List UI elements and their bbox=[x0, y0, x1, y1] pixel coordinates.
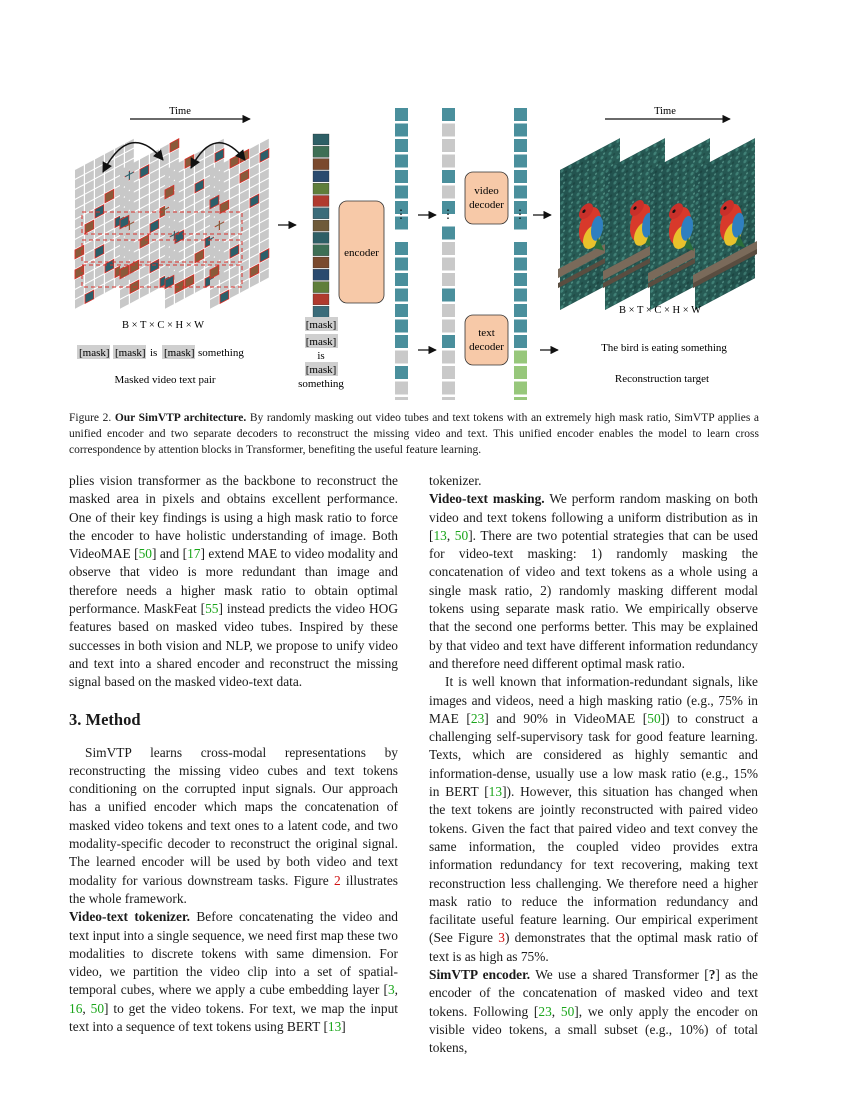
citation-link[interactable]: 13 bbox=[433, 527, 447, 543]
text-decoder-label: decoder bbox=[469, 341, 504, 353]
left-column bbox=[69, 472, 398, 1036]
text-decoder-box bbox=[465, 315, 508, 365]
citation-link[interactable]: 50 bbox=[560, 1003, 575, 1019]
run-in-heading: Video-text tokenizer. bbox=[69, 909, 191, 925]
citation-link[interactable]: 17 bbox=[187, 546, 201, 562]
time-label-right: Time bbox=[654, 106, 676, 117]
citation-link[interactable]: 16 bbox=[69, 1000, 83, 1016]
word-is: is bbox=[150, 347, 158, 359]
figure-ref-link[interactable]: 2 bbox=[333, 872, 341, 888]
paragraph: SimVTP encoder. We use a shared Transformer [?] as the encoder of the concatenation of masked video and text tokens. Following [23, 50], we only apply the encoder on visible video tokens, a small subset (e.g., 10%) of total tokens, bbox=[429, 967, 758, 1056]
caption-title: Our SimVTP architecture. bbox=[114, 412, 247, 424]
mask-token: [mask] bbox=[305, 364, 337, 376]
mask-token: [mask] bbox=[79, 347, 110, 359]
visible-text-tokens bbox=[298, 317, 344, 390]
right-column bbox=[429, 472, 758, 1058]
encoder-label: encoder bbox=[344, 247, 379, 259]
target-sentence: The bird is eating something bbox=[601, 342, 727, 354]
word-is: is bbox=[317, 350, 325, 362]
paragraph: Video-text masking. We perform random masking on both video and text tokens following a uniform distribution as in [13, 50]. There are two potential strategies that can be used for video-text masking: 1) randomly masking the concatenation of video and text tokens as a whole using a single mask ratio, 2) randomly masking different modal tokens using separate mask ratio. We empirically observe that the second one performs better. This may be explained by that video and text have different information redundancy and therefore need different optimal mask ratio. bbox=[429, 491, 759, 671]
run-in-heading: Video-text masking. bbox=[429, 491, 545, 507]
citation-link[interactable]: 50 bbox=[138, 546, 152, 562]
paragraph: tokenizer. bbox=[429, 473, 482, 488]
dims-label-left: B × T × C × H × W bbox=[121, 320, 205, 331]
video-decoder-box bbox=[465, 172, 508, 224]
figure-caption bbox=[69, 410, 759, 458]
mask-token: [mask] bbox=[164, 347, 195, 359]
citation-link[interactable]: 50 bbox=[90, 1000, 105, 1016]
mask-token: [mask] bbox=[305, 319, 337, 331]
citation-link[interactable]: 3 bbox=[387, 982, 395, 998]
video-decoder-label: video bbox=[474, 185, 499, 197]
citation-link[interactable]: 13 bbox=[488, 784, 503, 800]
encoder-output-tokens bbox=[395, 108, 408, 400]
citation-link[interactable]: 50 bbox=[647, 710, 661, 726]
run-in-heading: SimVTP encoder. bbox=[429, 967, 531, 983]
reconstruction-target-label: Reconstruction target bbox=[614, 373, 710, 385]
mask-token: [mask] bbox=[115, 347, 146, 359]
time-label-left: Time bbox=[169, 106, 191, 117]
text-decoder-label: text bbox=[478, 327, 495, 339]
citation-link[interactable]: 23 bbox=[470, 710, 485, 726]
paragraph: It is well known that information-redundant signals, like images and videos, need a high masking ratio (e.g., 75% in MAE [23] and 90% in VideoMAE [50]) to construct a challenging self-supervisory task for good feature learning. Texts, which are considered as highly semantic and information-dense, usually use a low mask ratio (e.g., 15% in BERT [13]). However, this situation has changed when the text tokens are jointly reconstructed with paired video tokens. Given the fact that paired video and text convey the same information, the coupled video provides extra information redundancy for text recovering, making text reconstruction less challenging. We therefore need a higher mask ratio to reduce the information redundancy and facilitate useful feature learning. Our empirical experiment (See Figure 3) demonstrates that the optimal mask ratio of text is as high as 75%. bbox=[429, 674, 759, 964]
architecture-figure bbox=[0, 0, 850, 400]
citation-link[interactable]: 13 bbox=[327, 1019, 342, 1035]
decoder-output-tokens bbox=[514, 108, 527, 400]
caption-text: By randomly masking out video tubes and text tokens with an extremely high mask ratio, SimVTP applies a unified encoder and two separate decoders to reconstruct the missing video and text. This unified encoder enables the model to learn cross correspondence by attention blocks in Transformer, benefiting the useful feature learning. bbox=[69, 412, 760, 456]
mask-token: [mask] bbox=[305, 336, 337, 348]
ellipsis: ⋮ bbox=[442, 207, 454, 221]
paragraph: SimVTP learns cross-modal representations by reconstructing the missing video cubes and text tokens conditioning on the corrupted input signals. Our approach has a unified encoder which maps the concatenation of masked video tokens and text ones to a latent code, and two modality-specific decoder to reconstruct the original signal. The learned encoder will be used by both video and text modality for various downstream tasks. Figure 2 illustrates the whole framework. bbox=[69, 744, 398, 906]
paragraph: Video-text tokenizer. Before concatenating the video and text input into a single sequence, we need first map these two modalities to discrete tokens with same dimension. For video, we partition the video clip into a set of spatial-temporal cubes, where we apply a cube embedding layer [3, 16, 50] to get the video tokens. For text, we map the input text into a sequence of text tokens using BERT [13] bbox=[69, 909, 398, 1035]
masked-sentence bbox=[77, 345, 244, 359]
missing-citation: ? bbox=[708, 967, 716, 983]
citation-link[interactable]: 55 bbox=[205, 601, 219, 617]
word-something: something bbox=[298, 378, 344, 390]
ellipsis: ⋮ bbox=[514, 207, 526, 221]
visible-video-patches bbox=[313, 134, 329, 317]
citation-link[interactable]: 50 bbox=[454, 527, 469, 543]
masked-pair-label: Masked video text pair bbox=[114, 374, 216, 386]
citation-link[interactable]: 23 bbox=[538, 1003, 552, 1019]
dims-label-right: B × T × C × H × W bbox=[618, 305, 702, 316]
masked-video-frames bbox=[75, 139, 269, 309]
ellipsis: ⋮ bbox=[395, 207, 407, 221]
video-decoder-label: decoder bbox=[469, 199, 504, 211]
reconstructed-video-frames bbox=[558, 137, 757, 311]
section-heading: 3. Method bbox=[69, 709, 141, 729]
word-something: something bbox=[198, 347, 244, 359]
decoder-input-tokens bbox=[442, 108, 455, 400]
figure-ref-link[interactable]: 3 bbox=[498, 930, 505, 946]
paragraph: plies vision transformer as the backbone to reconstruct the masked area in pixels and obtains excellent performance. One of their key findings is using a high mask ratio to force the encoder to have holistic understanding of image. Both VideoMAE [50] and [17] extend MAE to video modality and observe that video is more redundant than image and therefore needs a higher mask ratio to obtain optimal performance. MaskFeat [55] instead predicts the video HOG features based on masked video tubes. Inspired by these successes in both vision and NLP, we propose to unify video and text into a shared encoder and reconstruct the missing signal based on the masked video-text data. bbox=[69, 473, 399, 690]
caption-prefix: Figure 2. bbox=[69, 412, 112, 424]
